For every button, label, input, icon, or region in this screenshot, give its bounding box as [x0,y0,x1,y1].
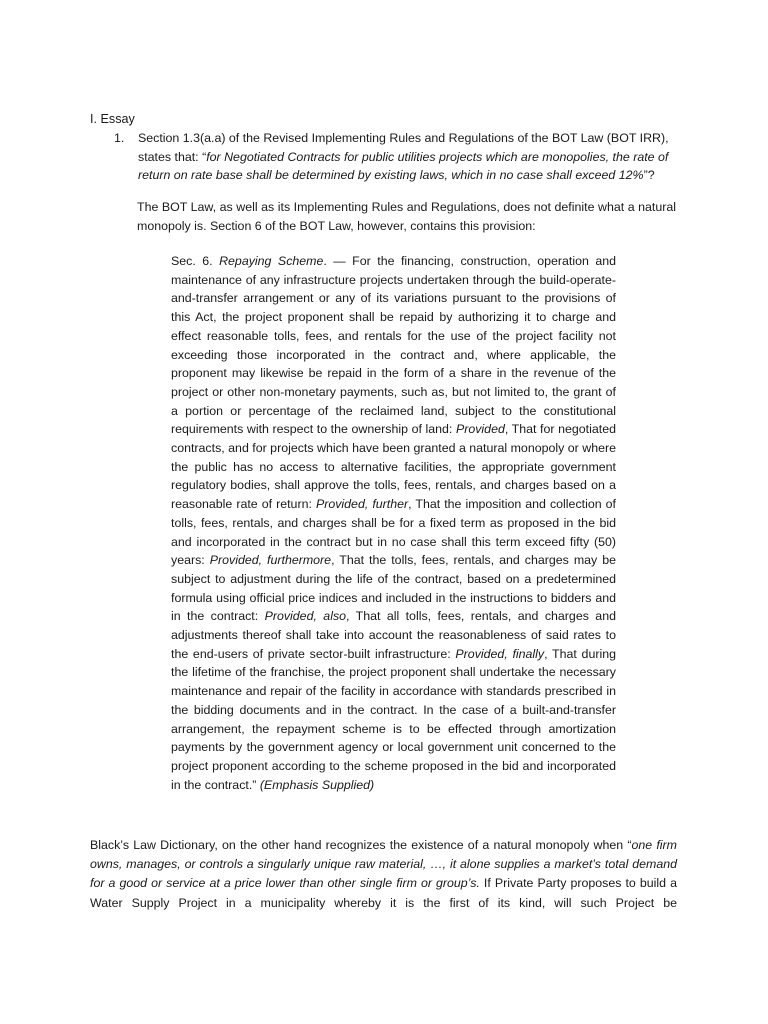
quote-text-6: , That during the lifetime of the franchise, the project proponent shall undertake the necessary maintenance and repair of the facility in accordance with standards prescribed in the bidding documents and in the contract. In the case of a built-and-transfer arrangement, the repayment scheme is to be effected through amortization payments by the government agency or local government unit concerned to the project proponent according to the scheme proposed in the bid and incorporated in the contract.” [171,646,616,792]
quote-text-1: . — For the financing, construction, operation and maintenance of any infrastructure projects undertaken through the build-operate-and-transfer arrangement or any of its variations pursuant to the provisions of this Act, the project proponent shall be repaid by authorizing it to charge and effect reasonable tolls, fees, and rentals for the use of the project facility not exceeding those incorporated in the contract and, where applicable, the proponent may likewise be repaid in the form of a share in the revenue of the project or other non-monetary payments, such as, but not limited to, the grant of a portion or percentage of the reclaimed land, subject to the constitutional requirements with respect to the ownership of land: [171,254,617,437]
question-lead: Section 1.3(a.a) of the Revised Implementing Rules and Regulations of the BOT Law (BOT IRR), states that: [138,131,669,164]
section-heading: I. Essay [90,112,135,126]
question-quote-close: ”? [643,168,655,182]
question-number: 1. [114,131,125,145]
blacks-definition: one firm owns, manages, or controls a singularly unique raw material, …, it alone supplies a market’s total demand for a good or service at a price lower than other single firm or group’s. [90,838,677,891]
quote-text-4: , That the tolls, fees, rentals, and charges may be subject to adjustment during the life of the contract, based on a predetermined formula using official price indices and included in the instructions to bidders and in the contract: [171,553,616,624]
quote-emphasis-note: (Emphasis Supplied) [259,777,375,792]
quote-proviso-5: Provided, finally [455,646,545,661]
blacks-law-paragraph [90,836,677,910]
quote-text-2: , That for negotiated contracts, and for projects which have been granted a natural monopoly or where the public has no access to alternative facilities, the appropriate government regulatory bodies, shall approve the tolls, fees, rentals, and charges based on a reasonable rate of return: [171,422,616,512]
question-1 [114,129,674,185]
quote-proviso-4: Provided, also [264,609,347,624]
question-quote-open: “ [202,149,207,164]
quote-proviso-2: Provided, further [315,497,409,512]
quote-text-5: , That all tolls, fees, rentals, and charges and adjustments thereof shall take into account the reasonableness of said rates to the end-users of private sector-built infrastructure: [171,609,616,661]
blacks-text-2: If Private Party proposes to build a Water Supply Project in a municipality whereby it is the first of its kind, will such Project be [90,876,677,910]
bot-law-paragraph: The BOT Law, as well as its Implementing Rules and Regulations, does not definite what a natural monopoly is. Section 6 of the BOT Law, however, contains this provision: [137,200,676,233]
question-quote-italic: for Negotiated Contracts for public utilities projects which are monopolies, the rate of return on rate base shall be determined by existing laws, which in no case shall exceed 12% [138,149,669,182]
quote-proviso-3: Provided, furthermore [209,553,332,568]
quote-sec-label: Sec. 6. [171,254,220,268]
section-6-quote [171,252,616,794]
question-text [138,129,674,185]
blacks-text-1: Black’s Law Dictionary, on the other hand recognizes the existence of a natural monopoly when “ [90,838,632,852]
quote-sec-title: Repaying Scheme [219,254,324,268]
quote-proviso-1: Provided [455,422,505,437]
quote-text-3: , That the imposition and collection of tolls, fees, rentals, and charges shall be for a fixed term as proposed in the bid and incorporated in the contract but in no case shall this term exceed fifty (50) years: [171,497,616,568]
